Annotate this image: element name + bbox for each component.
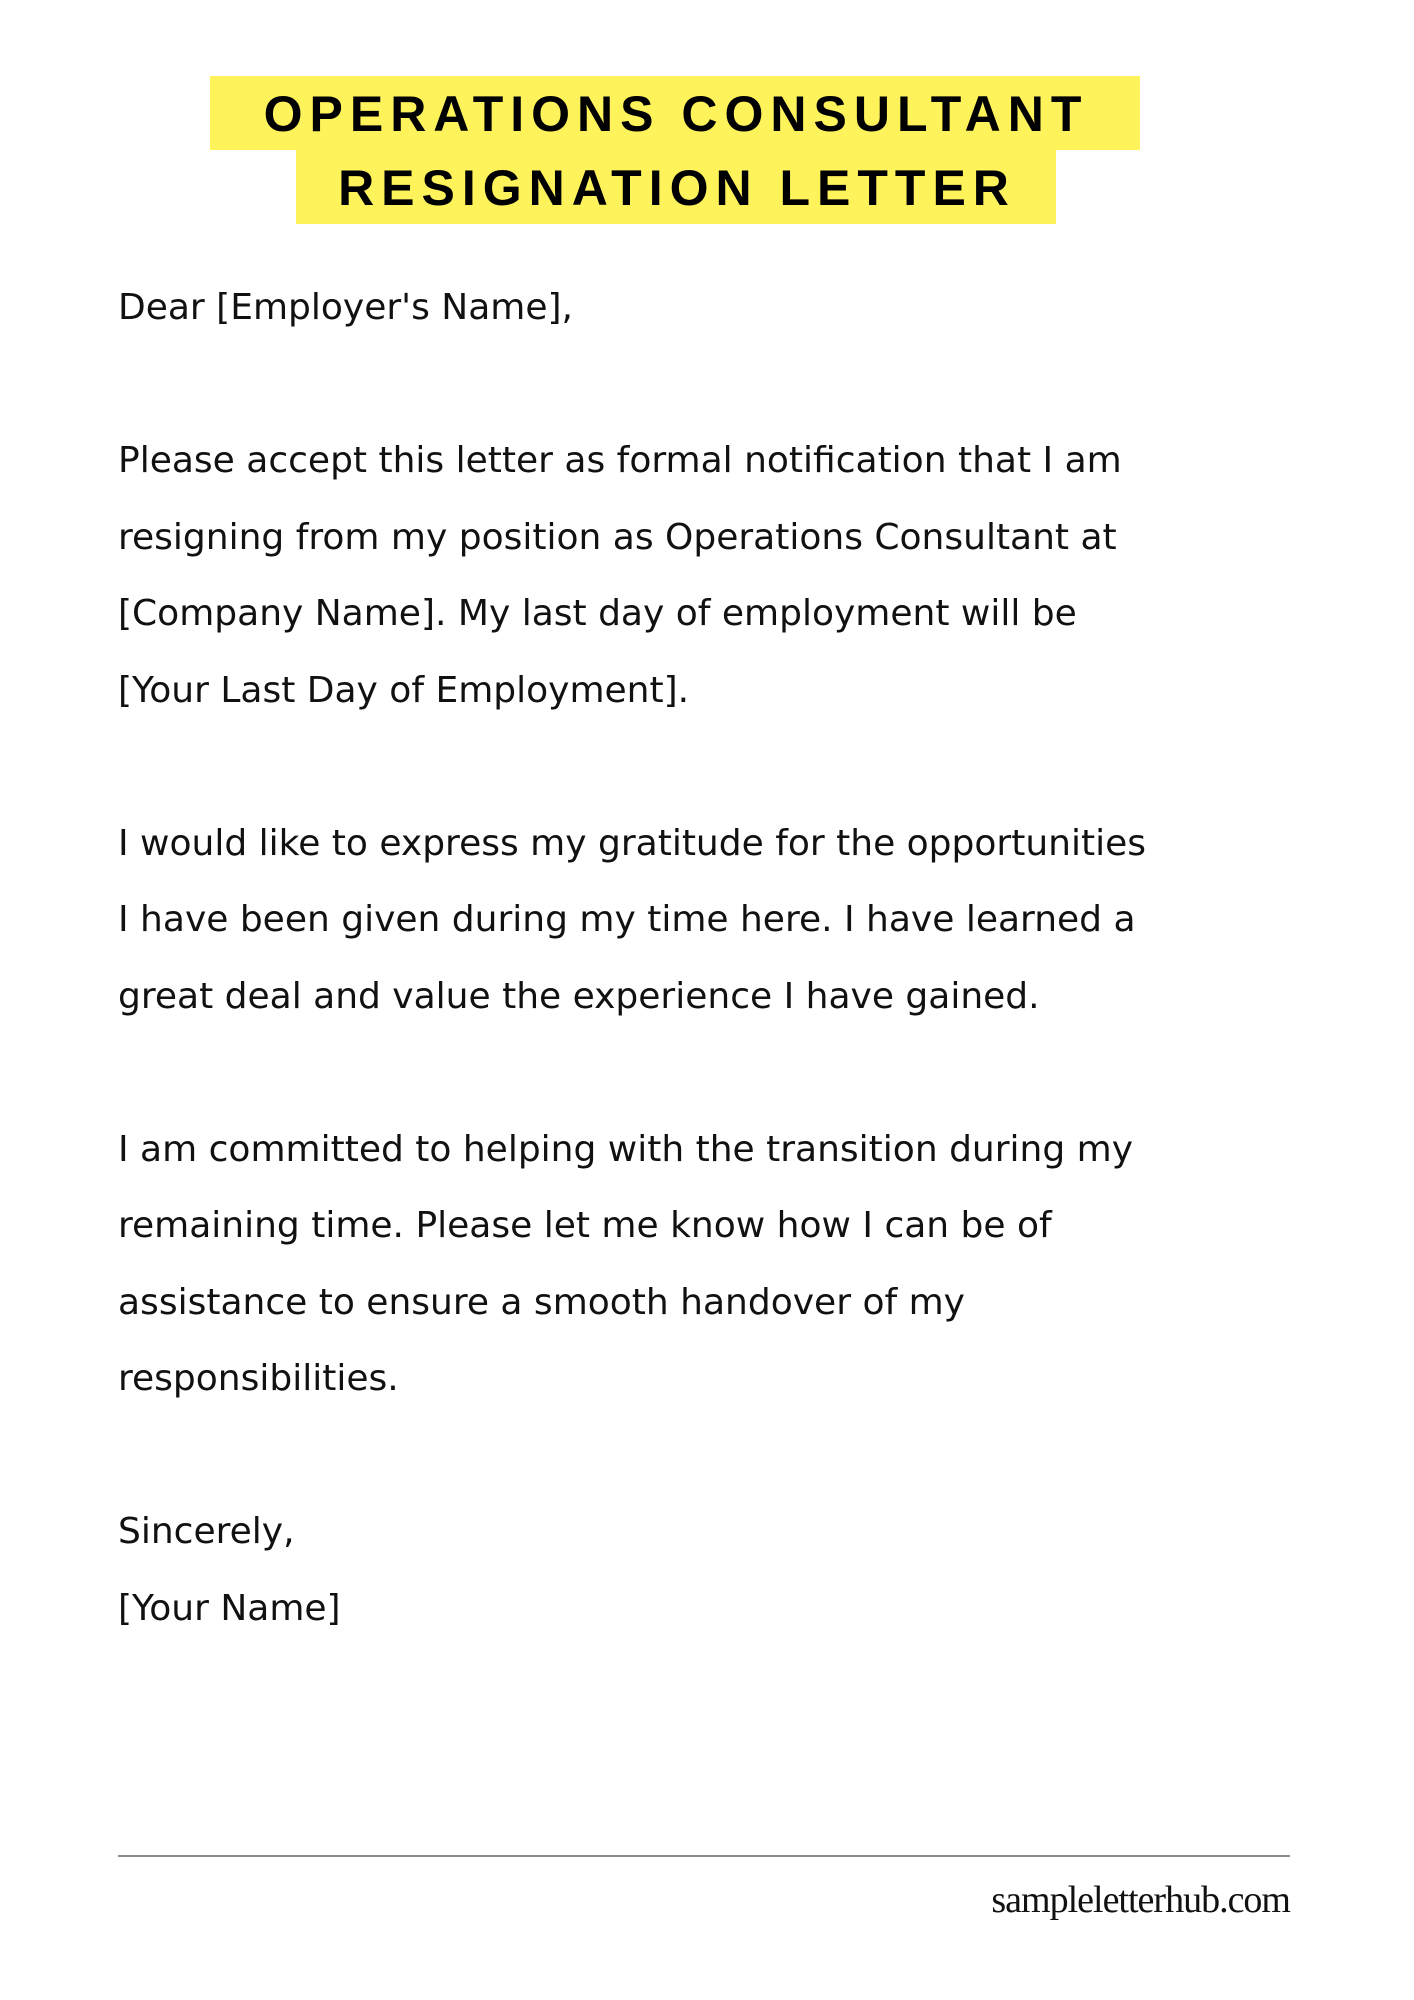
paragraph-resignation-notice bbox=[118, 423, 1338, 729]
text-line: responsibilities. bbox=[118, 1358, 399, 1399]
text-line: remaining time. Please let me know how I can be of bbox=[118, 1205, 1052, 1246]
text-line: resigning from my position as Operations Consultant at bbox=[118, 516, 1117, 558]
text-line: great deal and value the experience I have gained. bbox=[118, 975, 1040, 1017]
spacer bbox=[118, 347, 1338, 424]
text-line: [Company Name]. My last day of employment will be bbox=[118, 593, 1077, 634]
signature: [Your Name] bbox=[118, 1587, 341, 1629]
footer-divider bbox=[118, 1855, 1290, 1857]
letter-body bbox=[118, 270, 1338, 1647]
text-line: I would like to express my gratitude for the opportunities bbox=[118, 822, 1146, 864]
salutation: Dear [Employer's Name], bbox=[118, 287, 573, 328]
spacer bbox=[118, 1035, 1338, 1112]
text-line: Please accept this letter as formal notification that I am bbox=[118, 440, 1122, 481]
paragraph-transition bbox=[118, 1112, 1338, 1418]
spacer bbox=[118, 729, 1338, 806]
paragraph-gratitude bbox=[118, 806, 1338, 1036]
text-line: assistance to ensure a smooth handover of my bbox=[118, 1281, 965, 1323]
spacer bbox=[118, 1418, 1338, 1495]
title-line-1: OPERATIONS CONSULTANT bbox=[210, 76, 1140, 150]
text-line: I am committed to helping with the transition during my bbox=[118, 1128, 1134, 1170]
text-line: [Your Last Day of Employment]. bbox=[118, 669, 690, 711]
text-line: I have been given during my time here. I have learned a bbox=[118, 899, 1136, 940]
title-line-2: RESIGNATION LETTER bbox=[296, 150, 1056, 224]
footer-site-name: sampleletterhub.com bbox=[991, 1879, 1290, 1921]
closing: Sincerely, bbox=[118, 1511, 295, 1552]
